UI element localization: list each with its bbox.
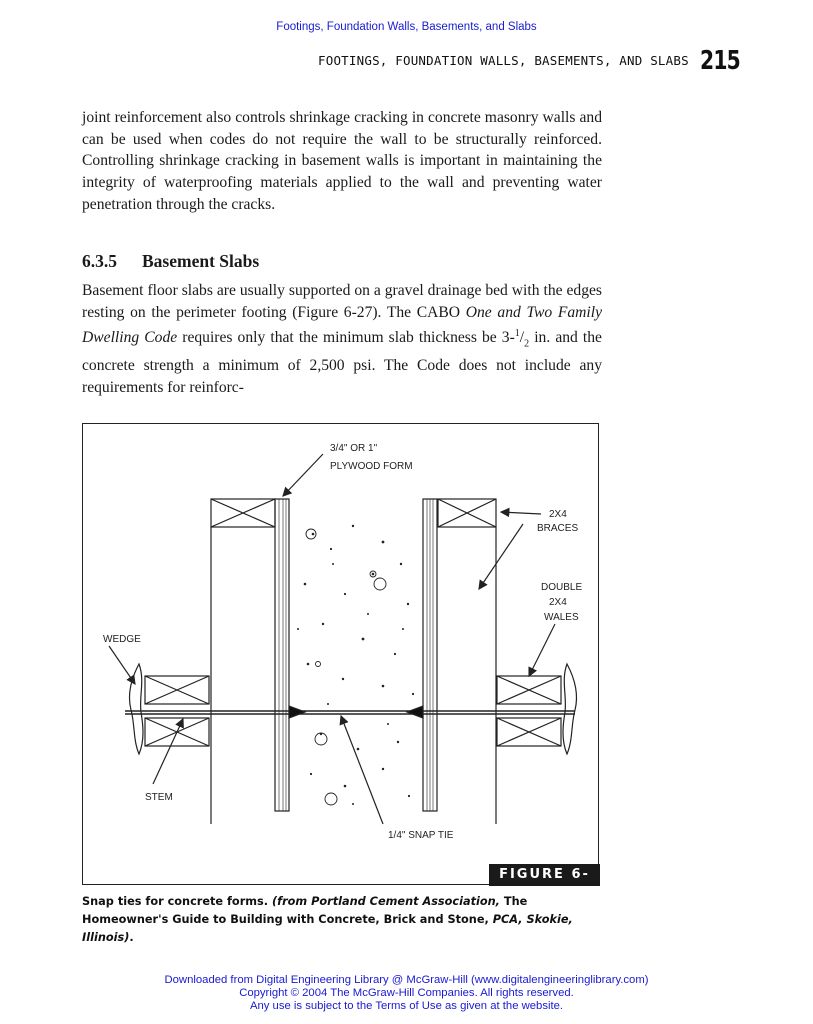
caption-source: (from Portland Cement Association, xyxy=(272,895,500,908)
figure-caption xyxy=(82,893,612,947)
code-title: One and Two Family Dwelling Code xyxy=(82,303,603,347)
plywood-form-left xyxy=(275,499,289,811)
fraction-denominator: 2 xyxy=(524,338,530,350)
footer-copyright: Copyright © 2004 The McGraw-Hill Companies. All rights reserved. xyxy=(239,987,574,999)
footer xyxy=(0,974,813,1013)
label-plywood-line1: 3/4" OR 1" xyxy=(330,443,378,454)
footer-download-link[interactable]: Downloaded from Digital Engineering Library @ McGraw-Hill (www.digitalengineeringlibrary.com) xyxy=(164,974,649,986)
figure-snap-ties xyxy=(82,423,599,885)
label-wales-line2: 2X4 xyxy=(549,597,567,608)
para2-text-1: Basement floor slabs are usually supported on a gravel drainage bed with the edges resting on the perimeter footing (Figure 6-27). The CABO xyxy=(82,282,602,321)
fraction-numerator: 1 xyxy=(514,328,520,340)
label-snap-tie: 1/4" SNAP TIE xyxy=(388,830,454,841)
tie-cone-right xyxy=(407,706,423,718)
fraction-slash: / xyxy=(519,329,525,347)
caption-title: Snap ties for concrete forms. xyxy=(82,895,269,908)
section-number: 6.3.5 xyxy=(82,251,117,271)
concrete-aggregate xyxy=(297,525,414,805)
figure-drawing xyxy=(83,424,600,886)
paragraph-basement-slabs xyxy=(82,280,602,399)
caption-book-title: The Homeowner's Guide to Building with Concrete, Brick and Stone, xyxy=(82,895,528,926)
section-title: Basement Slabs xyxy=(142,251,260,271)
tie-cone-left xyxy=(289,706,305,718)
caption-end: . xyxy=(129,931,134,944)
label-braces-line2: BRACES xyxy=(537,523,579,534)
label-stem: STEM xyxy=(145,792,173,803)
label-wales-line3: WALES xyxy=(544,612,579,623)
label-wedge: WEDGE xyxy=(103,634,141,645)
wedge-right xyxy=(563,664,577,754)
label-wales-line1: DOUBLE xyxy=(541,582,583,593)
figure-number-tag: FIGURE 6-24 xyxy=(489,864,600,886)
caption-place: PCA, Skokie, Illinois) xyxy=(82,913,573,944)
running-head: FOOTINGS, FOUNDATION WALLS, BASEMENTS, AND SLABS xyxy=(318,53,689,68)
para2-text-2: requires only that the minimum slab thickness be 3- xyxy=(177,329,515,347)
header-link[interactable]: Footings, Foundation Walls, Basements, and Slabs xyxy=(276,21,537,33)
page-number: 215 xyxy=(700,46,740,76)
section-heading xyxy=(82,251,259,272)
wedge-left xyxy=(129,664,143,754)
paragraph-joint-reinforcement: joint reinforcement also controls shrinkage cracking in concrete masonry walls and can be used when codes do not require the wall to be structurally reinforced. Controlling shrinkage cracking in basement walls is important in maintaining the integrity of waterproofing materials applied to the wall and preventing water penetration through the cracks. xyxy=(82,109,602,213)
label-plywood-line2: PLYWOOD FORM xyxy=(330,461,413,472)
footer-terms: Any use is subject to the Terms of Use as given at the website. xyxy=(249,1000,564,1012)
label-braces-line1: 2X4 xyxy=(549,509,567,520)
para2-text-3: in. and the concrete strength a minimum of 2,500 psi. The Code does not include any requirements for reinforc- xyxy=(82,329,602,397)
snap-tie-rod xyxy=(125,711,575,714)
